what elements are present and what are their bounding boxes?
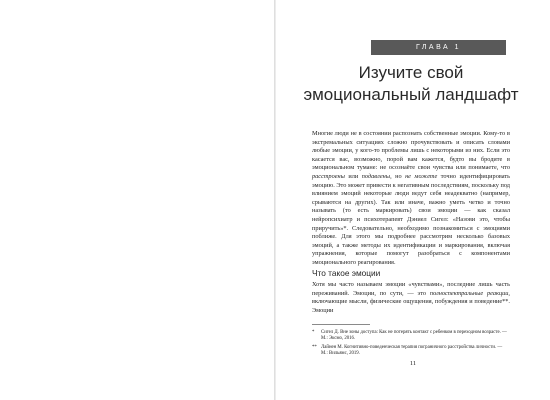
- intro-emphasis-3: не можете: [405, 172, 438, 180]
- page-number: 11: [409, 360, 417, 367]
- intro-text-1: Многие люди не в состоянии распознать собственные эмоции. Кому-то в экстремальных ситуациях сложно прочувствовать и описать словами любые эмоции, у кого-то проблемы лишь с некоторыми из них. Если это касается вас, возможно, порой вам кажется, будто вы бродите в эмоциональном тумане: не осознаёте свои чувства или понимаете, что: [312, 130, 510, 172]
- left-page-blank: [0, 0, 274, 400]
- chapter-title-line-1: Изучите свой: [358, 63, 464, 82]
- footnote-divider: [312, 324, 370, 325]
- chapter-label-band: [371, 40, 506, 55]
- footnotes: [312, 330, 510, 360]
- intro-emphasis-1: расстроены: [312, 172, 345, 180]
- section-text-1: Хотя мы часто называем эмоции «чувствами», последние лишь часть переживаний. Эмоции, по сути, — это: [312, 281, 510, 297]
- footnote-mark: *: [312, 330, 315, 335]
- section-paragraph: [312, 281, 510, 315]
- intro-paragraph: [312, 130, 510, 268]
- footnote: [312, 330, 510, 343]
- footnote-text: Лайнен М. Когнитивно-поведенческая терапия пограничного расстройства личности. — М.: Вильямс, 2019.: [321, 344, 503, 357]
- chapter-label: ГЛАВА 1: [415, 44, 462, 51]
- footnote: [312, 345, 510, 358]
- footnote-mark: **: [312, 344, 317, 350]
- chapter-title-line-2: эмоциональный ландшафт: [303, 85, 519, 104]
- right-page: [276, 0, 550, 400]
- intro-emphasis-2: подавлены: [361, 172, 391, 180]
- intro-text-3: , но: [390, 172, 406, 180]
- section-heading: Что такое эмоции: [312, 268, 381, 278]
- chapter-title: [296, 62, 526, 106]
- intro-text-2: или: [344, 172, 362, 180]
- section-emphasis-1: полноспектральные реакции: [429, 289, 509, 297]
- intro-text-4: точно идентифицировать эмоцию. Это может привести к негативным последствиям, поскольку под влиянием эмоций некоторые люди ведут себя неадекватно (например, срываются на других). Так или иначе, важно уметь четко и точно называть (то есть маркировать) свои эмоции — как сказал нейропсихиатр и психотерапевт Дэниел Сигел: «Назови это, чтобы приручить»*. Следовательно, необходимо познакомиться с эмоциями поближе. Для этого мы подробнее рассмотрим несколько базовых эмоций, а также методы их идентификации и маркирования, включая упражнения, которые помогут разобраться с компонентами эмоционального реагирования.: [312, 172, 510, 266]
- footnote-text: Сигел Д. Вне зоны доступа: Как не потерять контакт с ребенком в переходном возрасте. — М.: Эксмо, 2016.: [321, 330, 507, 342]
- section-text-2: , включающие мысли, физические ощущения, побуждения и поведение**. Эмоции: [312, 289, 510, 314]
